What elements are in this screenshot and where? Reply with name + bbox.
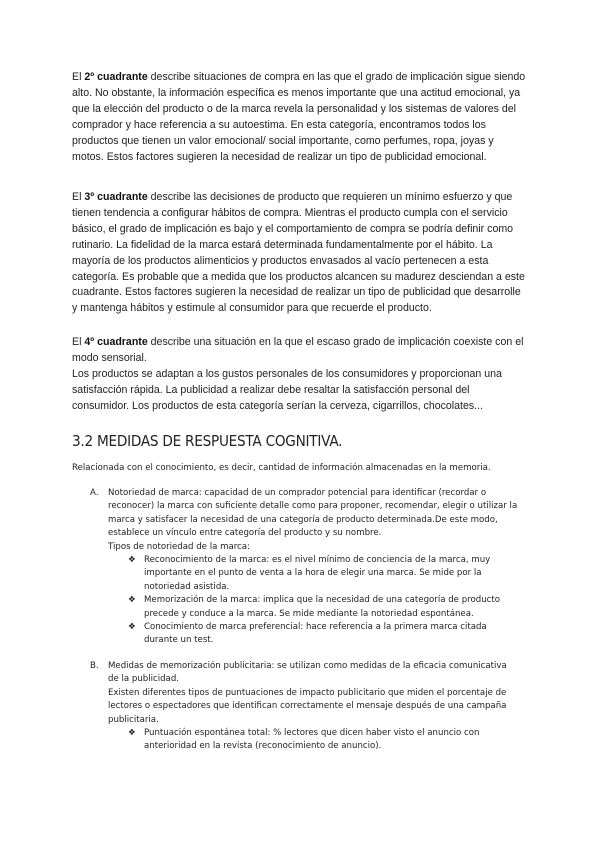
p1-body: describe situaciones de compra en las que el grado de implicación sigue siendo alto. No obstante, la información específica es menos importante que una actitud emocional, ya que la elección del producto o de la marca revela la personalidad y los sistemas de valores del comprador y hace referencia a su autoestima. En esta categoría, encontramos todos los productos que tienen un valor emocional/ social importante, como perfumes, ropa, joyas y motos. Estos factores sugieren la necesidad de realizar un tipo de publicidad emocional.	[72, 71, 526, 163]
bullet-item	[128, 727, 520, 754]
list-item-b-text: Medidas de memorización publicitaria: se utilizan como medidas de la eficacia comunicativa de la publicidad.	[108, 661, 507, 685]
list-item-b-subtext: Existen diferentes tipos de puntuaciones de impacto publicitario que miden el porcentaje de lectores o espectadores que identifican correctamente el mensaje después de una campaña publicitaria.	[108, 687, 507, 725]
list-item-a-subheading: Tipos de notoriedad de la marca:	[108, 541, 250, 552]
list-item-a-text: Notoriedad de marca: capacidad de un comprador potencial para identificar (recordar o reconocer) la marca con suficiente detalle como para proponer, recomendar, elegir o utilizar la marca y satisfacer la necesidad de una categoría de producto determinada.De este modo, establece un vínculo entre categoría del producto y su nombre.	[108, 488, 518, 539]
list-item-b	[90, 660, 520, 754]
bullet-item	[128, 594, 520, 621]
p3-lead: El	[72, 336, 85, 348]
diamond-bullet-icon: ❖	[128, 595, 136, 606]
p3-body: describe una situación en la que el escaso grado de implicación coexiste con el modo sensorial.	[72, 336, 524, 364]
p2-bold-term: 3º cuadrante	[84, 191, 148, 203]
list-letter-b: B.	[90, 661, 99, 671]
p3-second-paragraph: Los productos se adaptan a los gustos personales de los consumidores y proporcionan una satisfacción rápida. La publicidad a realizar debe resaltar la satisfacción personal del consumidor. Los productos de esta categoría serían la cerveza, cigarrillos, chocolates...	[72, 367, 502, 412]
list-letter-a: A.	[90, 488, 99, 498]
bullet-text: Conocimiento de marca preferencial: hace referencia a la primera marca citada durante un test.	[144, 622, 487, 646]
p1-bold-term: 2º cuadrante	[84, 71, 148, 83]
bullet-text: Puntuación espontánea total: % lectores que dicen haber visto el anuncio con anterioridad en la revista (reconocimiento de anuncio).	[144, 728, 480, 752]
section-heading: 3.2 MEDIDAS DE RESPUESTA COGNITIVA.	[72, 432, 343, 450]
paragraph-third-quadrant	[72, 190, 527, 317]
paragraph-fourth-quadrant	[72, 335, 527, 415]
bullet-item	[128, 554, 520, 594]
p3-bold-term: 4º cuadrante	[84, 336, 148, 348]
list-item-b-bullets	[128, 727, 520, 754]
bullet-text: Reconocimiento de la marca: es el nivel mínimo de conciencia de la marca, muy importante en el punto de venta a la hora de elegir una marca. Se mide por la notoriedad asistida.	[144, 555, 491, 592]
list-item-a	[90, 487, 520, 648]
p3-first-line	[72, 335, 527, 367]
diamond-bullet-icon: ❖	[128, 622, 136, 633]
p2-body: describe las decisiones de producto que requieren un mínimo esfuerzo y que tienen tendencia a configurar hábitos de compra. Mientras el producto cumpla con el servicio básico, el grado de implicación es bajo y el comportamiento de compra se podría definir como rutinario. La fidelidad de la marca estará determinada fundamentalmente por el hábito. La mayoría de los productos alimenticios y productos envasados al vacío pertenecen a esta categoría. Es probable que a medida que los productos alcancen su madurez desciendan a este cuadrante. Estos factores sugieren la necesidad de realizar un tipo de publicidad que desarrolle y mantenga hábitos y estimule al consumidor para que recuerde el producto.	[72, 191, 525, 315]
paragraph-second-quadrant	[72, 70, 527, 165]
bullet-text: Memorización de la marca: implica que la necesidad de una categoría de producto precede y conduce a la marca. Se mide mediante la notoriedad espontánea.	[144, 595, 501, 619]
list-item-a-bullets	[128, 554, 520, 648]
diamond-bullet-icon: ❖	[128, 555, 136, 566]
bullet-item	[128, 621, 520, 648]
diamond-bullet-icon: ❖	[128, 728, 136, 739]
p2-lead: El	[72, 191, 85, 203]
p1-lead: El	[72, 71, 85, 83]
section-intro: Relacionada con el conocimiento, es decir, cantidad de información almacenadas en la memoria.	[72, 463, 491, 473]
